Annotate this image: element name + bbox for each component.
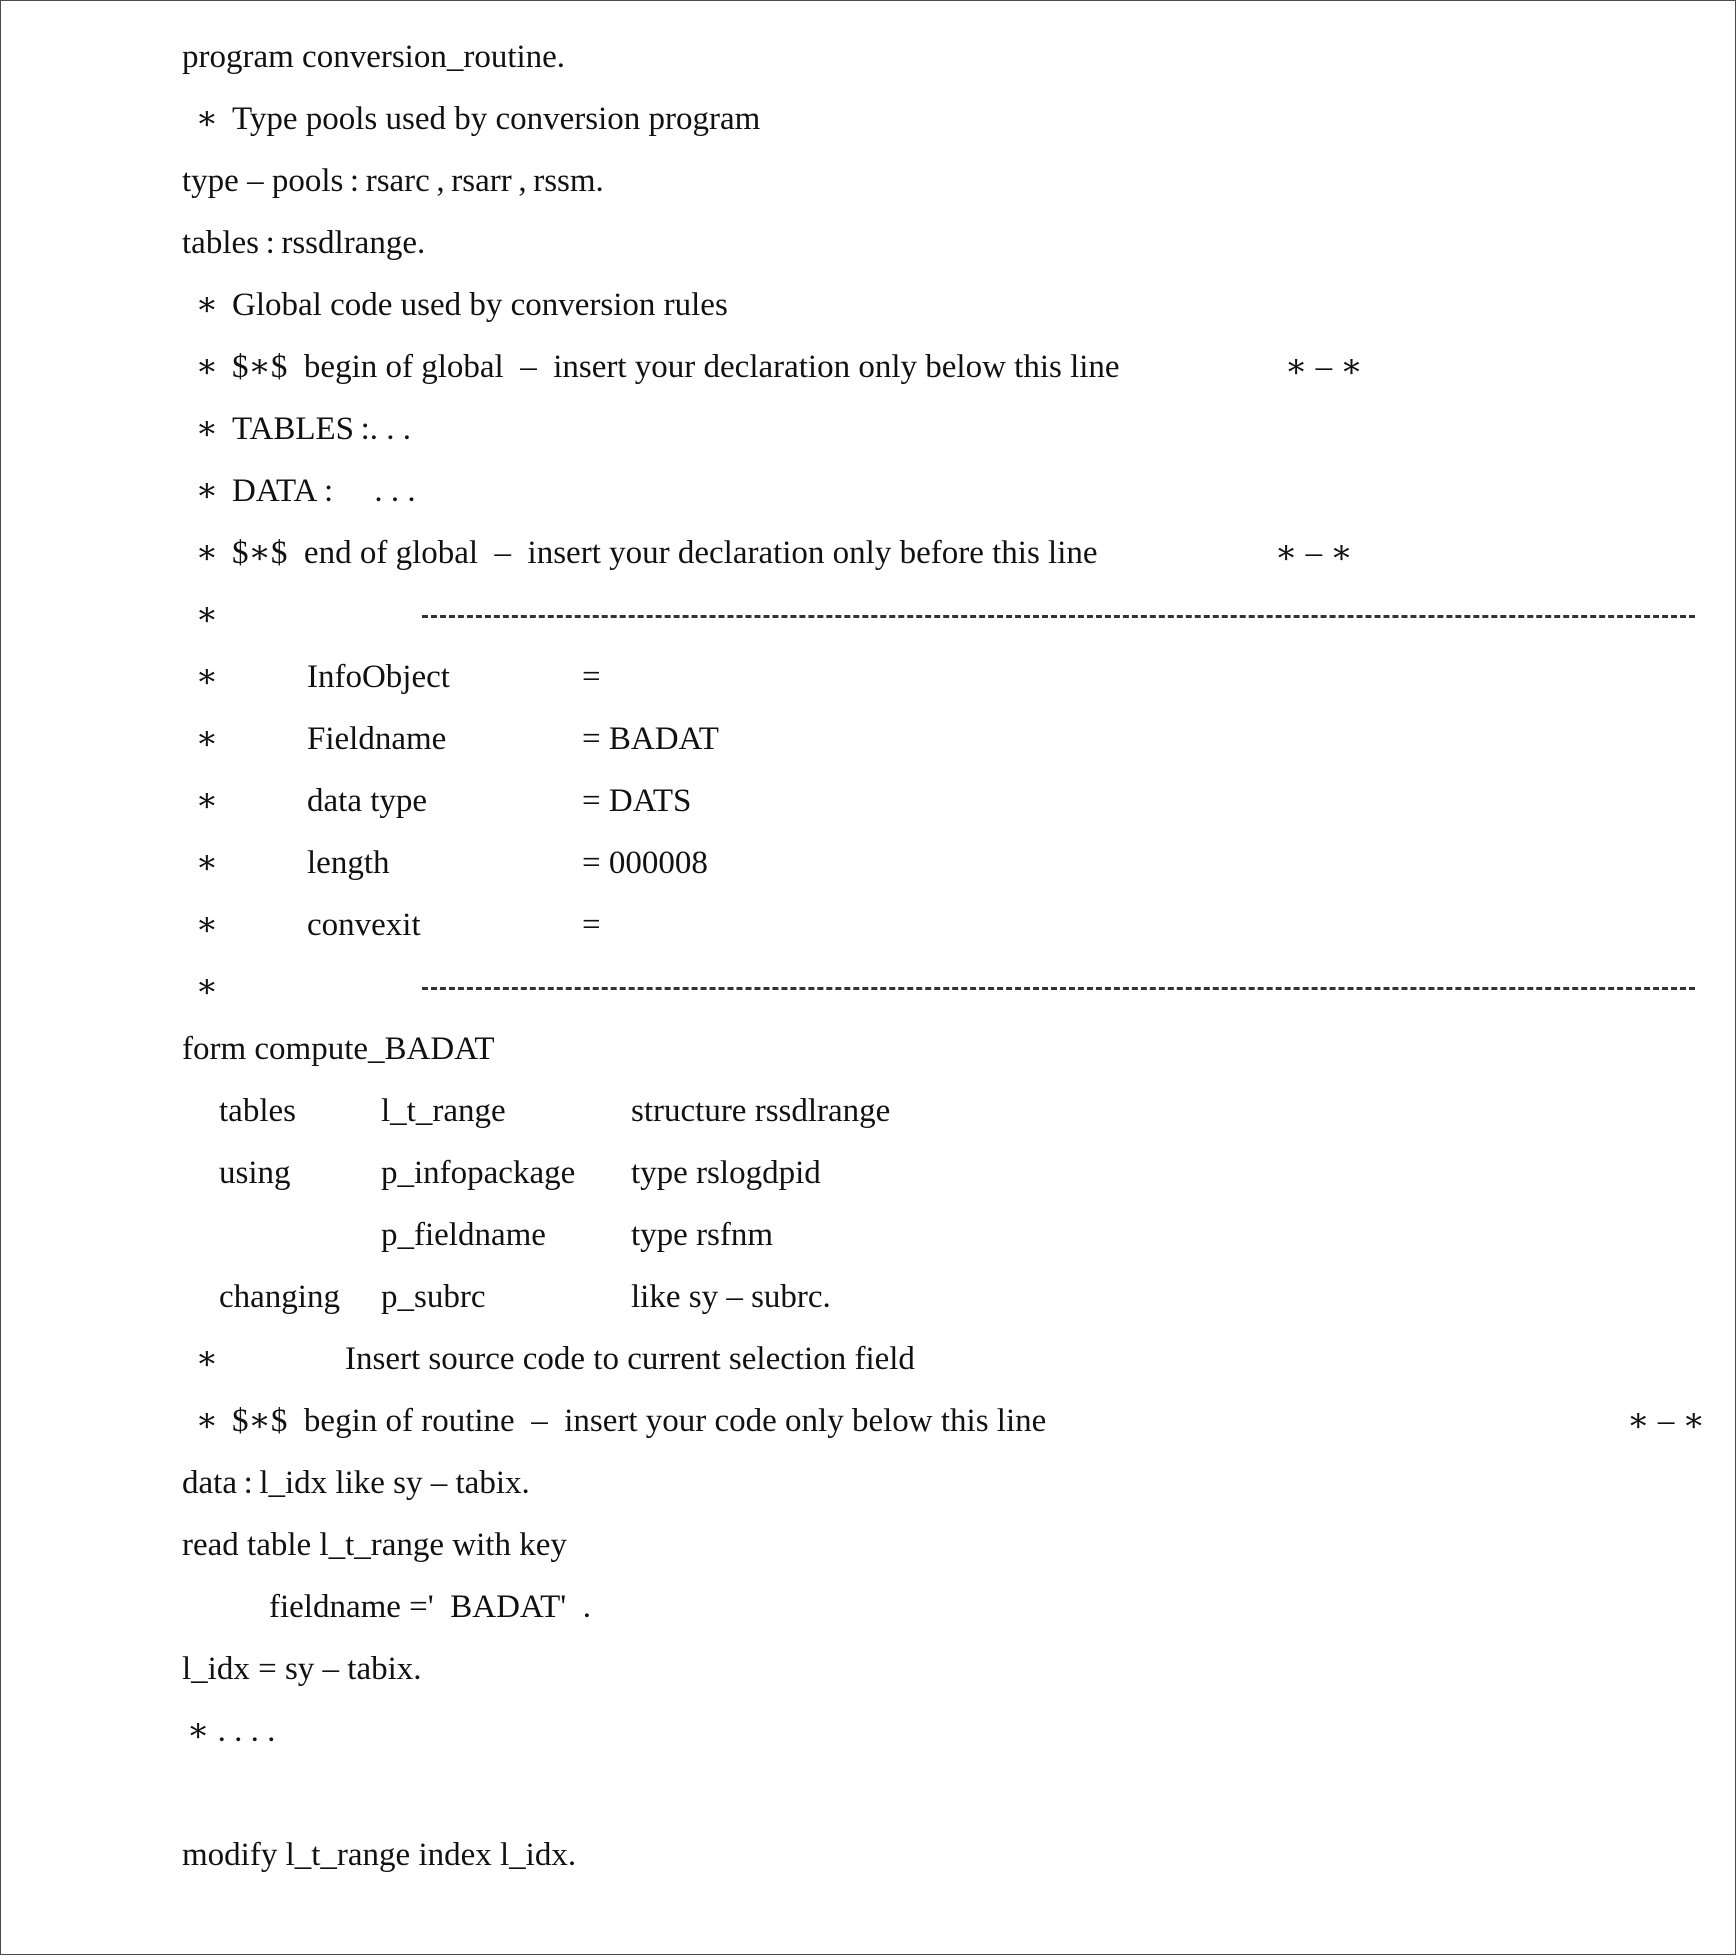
param-name: p_fieldname: [381, 1216, 546, 1253]
comment-text: DATA : . . .: [232, 472, 416, 509]
param-row: [182, 1277, 1082, 1317]
param-name: l_t_range: [381, 1092, 506, 1129]
param-row: [182, 1091, 1082, 1131]
comment-line: [182, 1339, 1282, 1379]
comment-marker: ∗: [195, 534, 219, 571]
code-text: data : l_idx like sy – tabix.: [182, 1464, 530, 1501]
dashed-rule: [422, 987, 1695, 990]
code-line: [182, 1029, 495, 1069]
code-line: [182, 1525, 567, 1565]
comment-text: Type pools used by conversion program: [232, 100, 761, 137]
field-value: =: [582, 906, 601, 943]
field-value: = DATS: [582, 782, 692, 819]
comment-marker: ∗: [195, 596, 219, 633]
param-type: type rsfnm: [631, 1216, 774, 1253]
comment-marker: ∗: [195, 1340, 219, 1377]
dashed-rule: [422, 615, 1695, 618]
param-keyword: changing: [219, 1278, 340, 1315]
comment-end-marker: ∗ – ∗: [1275, 534, 1353, 571]
code-text: program conversion_routine.: [182, 38, 566, 75]
comment-marker: ∗: [195, 472, 219, 509]
param-keyword: tables: [219, 1092, 296, 1129]
comment-text: $∗$ begin of routine – insert your code only below this line: [232, 1402, 1047, 1439]
comment-marker: ∗: [195, 286, 219, 323]
comment-line: [182, 1401, 1705, 1441]
comment-line: [187, 1711, 275, 1751]
comment-line: [182, 99, 760, 139]
field-value: =: [582, 658, 601, 695]
code-line: [182, 161, 604, 201]
code-text: tables : rssdlrange.: [182, 224, 426, 261]
comment-marker: ∗: [195, 658, 219, 695]
comment-text: Insert source code to current selection field: [345, 1340, 915, 1377]
code-line: [182, 1649, 422, 1689]
param-name: p_infopackage: [381, 1154, 576, 1191]
field-name: data type: [307, 782, 428, 819]
field-name: convexit: [307, 906, 421, 943]
code-line: [182, 1463, 530, 1503]
comment-marker: ∗: [195, 100, 219, 137]
separator-line: [182, 967, 1735, 1007]
param-row: [182, 1153, 1082, 1193]
comment-end-marker: ∗ – ∗: [1285, 348, 1363, 385]
comment-line: [182, 471, 416, 511]
param-type: like sy – subrc.: [631, 1278, 831, 1315]
comment-text: $∗$ end of global – insert your declaration only before this line: [232, 534, 1098, 571]
param-row: [182, 1215, 1082, 1255]
comment-marker: ∗: [195, 968, 219, 1005]
comment-marker: ∗: [195, 844, 219, 881]
param-type: type rslogdpid: [631, 1154, 821, 1191]
code-text: modify l_t_range index l_idx.: [182, 1836, 577, 1873]
field-name: Fieldname: [307, 720, 447, 757]
comment-end-marker: ∗ – ∗: [1627, 1402, 1705, 1439]
comment-marker: ∗: [195, 1402, 219, 1439]
field-value: = 000008: [582, 844, 708, 881]
code-text: read table l_t_range with key: [182, 1526, 567, 1563]
field-row: [182, 719, 982, 759]
param-keyword: using: [219, 1154, 291, 1191]
field-name: length: [307, 844, 390, 881]
comment-marker: ∗: [195, 348, 219, 385]
comment-line: [182, 409, 411, 449]
param-name: p_subrc: [381, 1278, 486, 1315]
code-text: form compute_BADAT: [182, 1030, 495, 1067]
field-row: [182, 781, 982, 821]
comment-text: TABLES :. . .: [232, 410, 412, 447]
comment-marker: ∗: [195, 906, 219, 943]
comment-text: ∗ . . . .: [187, 1712, 276, 1749]
comment-text: Global code used by conversion rules: [232, 286, 728, 323]
code-text: type – pools : rsarc , rsarr , rssm.: [182, 162, 604, 199]
comment-marker: ∗: [195, 410, 219, 447]
field-row: [182, 905, 982, 945]
code-line: [182, 1835, 576, 1875]
code-line: [182, 223, 425, 263]
field-name: InfoObject: [307, 658, 450, 695]
comment-line: [182, 347, 1695, 387]
code-line: [182, 37, 565, 77]
code-line: [269, 1587, 591, 1627]
param-type: structure rssdlrange: [631, 1092, 891, 1129]
comment-line: [182, 285, 728, 325]
field-value: = BADAT: [582, 720, 719, 757]
field-row: [182, 657, 982, 697]
comment-text: $∗$ begin of global – insert your declaration only below this line: [232, 348, 1120, 385]
separator-line: [182, 595, 1735, 635]
comment-line: [182, 533, 1695, 573]
code-text: l_idx = sy – tabix.: [182, 1650, 422, 1687]
comment-marker: ∗: [195, 782, 219, 819]
field-row: [182, 843, 982, 883]
code-text: fieldname =' BADAT' .: [269, 1588, 591, 1625]
comment-marker: ∗: [195, 720, 219, 757]
